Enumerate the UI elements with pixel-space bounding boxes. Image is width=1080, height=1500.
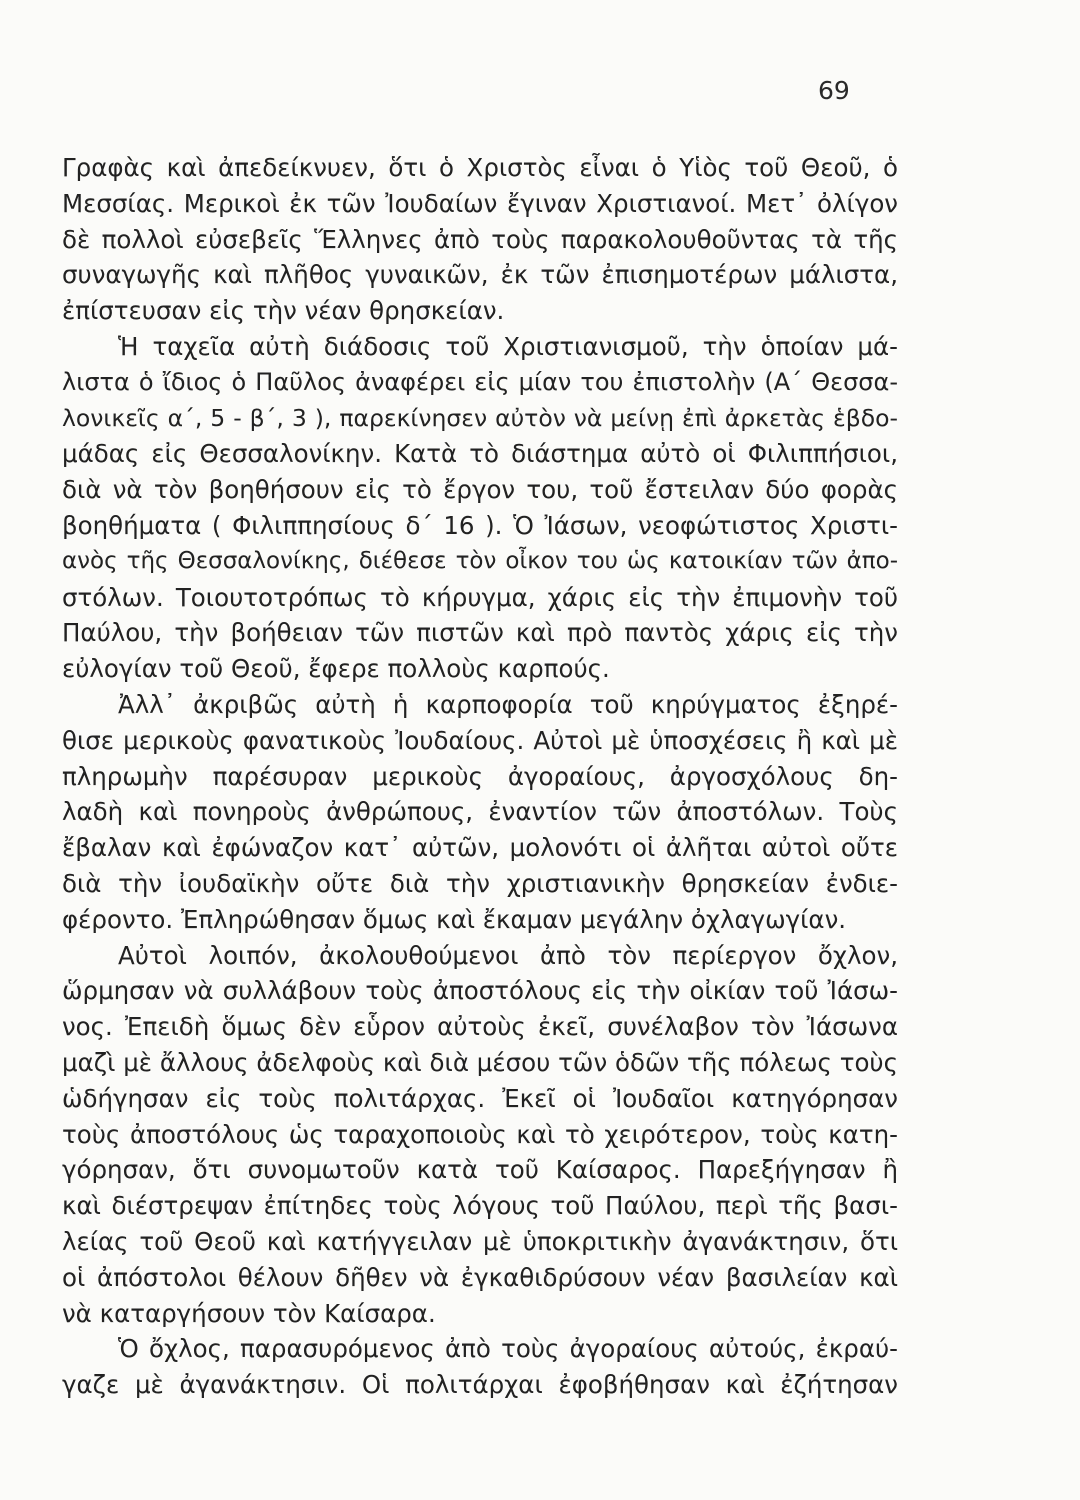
text-line: στόλων. Τοιουτοτρόπως τὸ κήρυγμα, χάρις εἰς τὴν ἐπιμονὴν τοῦ	[62, 582, 898, 612]
page-number: 69	[818, 76, 850, 105]
body-text	[62, 150, 898, 1403]
text-line: Μεσσίας. Μερικοὶ ἐκ τῶν Ἰουδαίων ἔγιναν Χριστιανοί. Μετ᾽ ὀλίγον	[62, 188, 898, 218]
text-line: νος. Ἐπειδὴ ὅμως δὲν εὗρον αὐτοὺς ἐκεῖ, συνέλαβον τὸν Ἰάσωνα	[62, 1012, 898, 1042]
text-line: λαδὴ καὶ πονηροὺς ἀνθρώπους, ἐναντίον τῶν ἀποστόλων. Τοὺς	[62, 797, 898, 827]
text-line: συναγωγῆς καὶ πλῆθος γυναικῶν, ἐκ τῶν ἐπισημοτέρων μάλιστα,	[62, 260, 898, 290]
text-line: πληρωμὴν παρέσυραν μερικοὺς ἀγοραίους, ἀργοσχόλους δη-	[62, 761, 898, 791]
text-line: λονικεῖς α΄, 5 - β΄, 3 ), παρεκίνησεν αὐτὸν νὰ μείνῃ ἐπὶ ἀρκετὰς ἑβδο-	[62, 403, 898, 432]
text-line: δὲ πολλοὶ εὐσεβεῖς Ἕλληνες ἀπὸ τοὺς παρακολουθοῦντας τὰ τῆς	[62, 224, 898, 254]
text-line: Γραφὰς καὶ ἀπεδείκνυεν, ὅτι ὁ Χριστὸς εἶναι ὁ Υἱὸς τοῦ Θεοῦ, ὁ	[62, 153, 898, 182]
text-line: νὰ καταργήσουν τὸν Καίσαρα.	[62, 1298, 436, 1328]
text-line: θισε μερικοὺς φανατικοὺς Ἰουδαίους. Αὐτοὶ μὲ ὑποσχέσεις ἢ καὶ μὲ	[62, 725, 898, 755]
text-line: οἱ ἀπόστολοι θέλουν δῆθεν νὰ ἐγκαθιδρύσουν νέαν βασιλείαν καὶ	[62, 1262, 898, 1292]
text-line: μάδας εἰς Θεσσαλονίκην. Κατὰ τὸ διάστημα αὐτὸ οἱ Φιλιππήσιοι,	[62, 439, 898, 469]
text-line: Παύλου, τὴν βοήθειαν τῶν πιστῶν καὶ πρὸ παντὸς χάρις εἰς τὴν	[62, 618, 898, 648]
text-line: ὡδήγησαν εἰς τοὺς πολιτάρχας. Ἐκεῖ οἱ Ἰουδαῖοι κατηγόρησαν	[62, 1083, 898, 1113]
text-line: διὰ τὴν ἰουδαϊκὴν οὔτε διὰ τὴν χριστιανικὴν θρησκείαν ἐνδιε-	[62, 868, 898, 898]
text-line: γόρησαν, ὅτι συνομωτοῦν κατὰ τοῦ Καίσαρος. Παρεξήγησαν ἢ	[62, 1155, 898, 1185]
text-line: βοηθήματα ( Φιλιππησίους δ΄ 16 ). Ὁ Ἰάσων, νεοφώτιστος Χριστι-	[62, 510, 898, 540]
text-line: διὰ νὰ τὸν βοηθήσουν εἰς τὸ ἔργον του, τοῦ ἔστειλαν δύο φορὰς	[62, 475, 898, 505]
text-line: λείας τοῦ Θεοῦ καὶ κατήγγειλαν μὲ ὑποκριτικὴν ἀγανάκτησιν, ὅτι	[62, 1226, 898, 1256]
text-line: γαζε μὲ ἀγανάκτησιν. Οἱ πολιτάρχαι ἐφοβήθησαν καὶ ἐζήτησαν	[62, 1370, 898, 1400]
text-line: ὥρμησαν νὰ συλλάβουν τοὺς ἀποστόλους εἰς τὴν οἰκίαν τοῦ Ἰάσω-	[62, 976, 898, 1006]
text-line: Ὁ ὄχλος, παρασυρόμενος ἀπὸ τοὺς ἀγοραίους αὐτούς, ἐκραύ-	[118, 1334, 898, 1364]
text-line: μαζὶ μὲ ἄλλους ἀδελφοὺς καὶ διὰ μέσου τῶν ὁδῶν τῆς πόλεως τοὺς	[62, 1047, 898, 1077]
text-line: τοὺς ἀποστόλους ὡς ταραχοποιοὺς καὶ τὸ χειρότερον, τοὺς κατη-	[62, 1119, 898, 1149]
text-line: εὐλογίαν τοῦ Θεοῦ, ἔφερε πολλοὺς καρπούς.	[62, 654, 610, 684]
text-line: ανὸς τῆς Θεσσαλονίκης, διέθεσε τὸν οἶκον του ὡς κατοικίαν τῶν ἀπο-	[62, 547, 898, 574]
text-line: ἔβαλαν καὶ ἐφώναζον κατ᾽ αὐτῶν, μολονότι οἱ ἀλῆται αὐτοὶ οὔτε	[62, 833, 898, 863]
text-line: Αὐτοὶ λοιπόν, ἀκολουθούμενοι ἀπὸ τὸν περίεργον ὄχλον,	[118, 940, 898, 970]
text-line: Ἡ ταχεῖα αὐτὴ διάδοσις τοῦ Χριστιανισμοῦ, τὴν ὁποίαν μά-	[118, 331, 898, 361]
text-line: ἐπίστευσαν εἰς τὴν νέαν θρησκείαν.	[62, 296, 505, 326]
text-line: Ἀλλ᾽ ἀκριβῶς αὐτὴ ἡ καρποφορία τοῦ κηρύγματος ἐξηρέ-	[118, 689, 898, 719]
text-line: φέροντο. Ἐπληρώθησαν ὅμως καὶ ἔκαμαν μεγάλην ὀχλαγωγίαν.	[62, 904, 847, 934]
text-line: καὶ διέστρεψαν ἐπίτηδες τοὺς λόγους τοῦ Παύλου, περὶ τῆς βασι-	[62, 1191, 898, 1221]
text-line: λιστα ὁ ἴδιος ὁ Παῦλος ἀναφέρει εἰς μίαν του ἐπιστολὴν (Α΄ Θεσσα-	[62, 367, 898, 396]
